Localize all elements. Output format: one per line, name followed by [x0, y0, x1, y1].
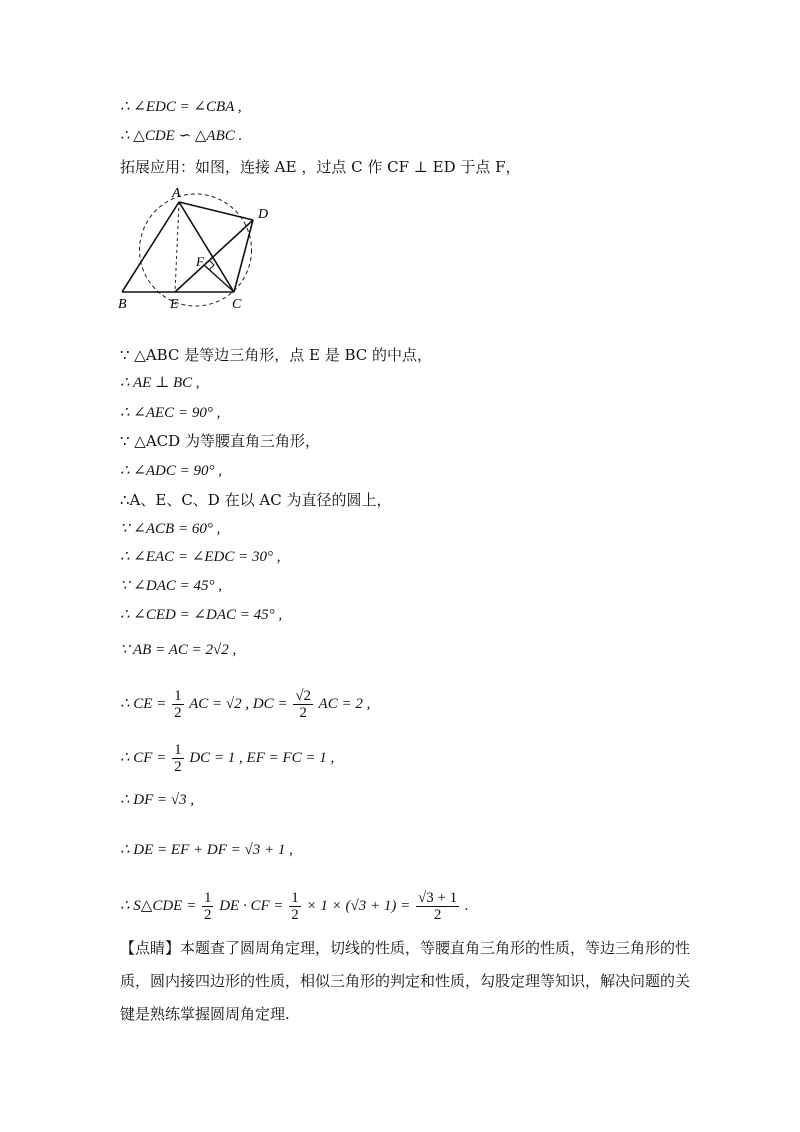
label-e: E: [170, 297, 179, 312]
label-a: A: [172, 186, 181, 201]
segment-cf: [204, 265, 234, 292]
step-15-a: ∴ CE =: [120, 695, 167, 712]
step-17: ∴ DF = √3 ,: [120, 792, 195, 808]
label-d: D: [258, 207, 269, 222]
step-19-c: × 1 × (√3 + 1) =: [306, 897, 411, 914]
step-19: [120, 890, 469, 923]
step-18: ∴ DE = EF + DF = √3 + 1 ,: [120, 842, 293, 858]
fraction-half: $\frac{1}{2}$: [174, 688, 182, 721]
step-9: ∴A、E、C、D 在以 AC 为直径的圆上，: [120, 491, 392, 509]
segment-ad: [179, 202, 253, 220]
step-19-a: ∴ S△CDE =: [120, 897, 197, 914]
extension-intro: 拓展应用：如图，连接 AE ，过点 C 作 CF ⊥ ED 于点 F，: [120, 158, 521, 176]
step-4: ∵ △ABC 是等边三角形，点 E 是 BC 的中点，: [120, 346, 433, 364]
step-15-c: AC = 2 ,: [318, 695, 371, 712]
step-16-b: DC = 1 , EF = FC = 1 ,: [189, 749, 335, 766]
step-11: ∴ ∠EAC = ∠EDC = 30° ,: [120, 549, 281, 565]
step-13: ∴ ∠CED = ∠DAC = 45° ,: [120, 607, 283, 623]
comment-paragraph: 【点睛】本题查了圆周角定理，切线的性质，等腰直角三角形的性质，等边三角形的性质，圆内接四边形的性质，相似三角形的判定和性质，勾股定理等知识，解决问题的关键是熟练掌握圆周角定理.: [120, 939, 691, 1023]
step-15-b: AC = √2 , DC =: [189, 695, 288, 712]
segment-ed: [175, 220, 253, 292]
fraction-half-2: $\frac{1}{2}$: [174, 742, 182, 775]
step-19-d: .: [464, 897, 469, 914]
geometry-figure: [112, 180, 292, 312]
step-14: ∵ AB = AC = 2√2 ,: [120, 642, 237, 658]
step-7: ∵ △ACD 为等腰直角三角形，: [120, 432, 320, 450]
label-c: C: [232, 297, 242, 312]
fraction-half-4: $\frac{1}{2}$: [291, 890, 299, 923]
step-16: [120, 742, 334, 775]
step-5: ∴ AE ⊥ BC ,: [120, 375, 200, 391]
step-16-a: ∴ CF =: [120, 749, 167, 766]
step-8: ∴ ∠ADC = 90° ,: [120, 463, 222, 479]
right-angle-mark: [209, 260, 214, 270]
step-12: ∵ ∠DAC = 45° ,: [120, 578, 222, 594]
step-10: ∵ ∠ACB = 60° ,: [120, 521, 221, 537]
step-19-b: DE · CF =: [219, 897, 284, 914]
label-b: B: [118, 297, 127, 312]
step-6: ∴ ∠AEC = 90° ,: [120, 405, 221, 421]
fraction-half-3: $\frac{1}{2}$: [203, 890, 212, 923]
fraction-root3plus1-over-2: $\frac{√3 + 1}{2}$: [417, 890, 458, 923]
segment-ae-dashed: [175, 202, 179, 292]
step-15: [120, 688, 370, 721]
segment-dc: [234, 220, 253, 292]
label-f: F: [196, 254, 204, 269]
step-angle-equal: ∴ ∠EDC = ∠CBA ,: [120, 99, 242, 115]
fraction-root2-over-2: $\frac{√2}{2}$: [295, 688, 312, 721]
segment-ac: [179, 202, 234, 292]
step-similar-triangles: ∴ △CDE ∽ △ABC .: [120, 128, 243, 144]
segment-ab: [122, 202, 179, 292]
